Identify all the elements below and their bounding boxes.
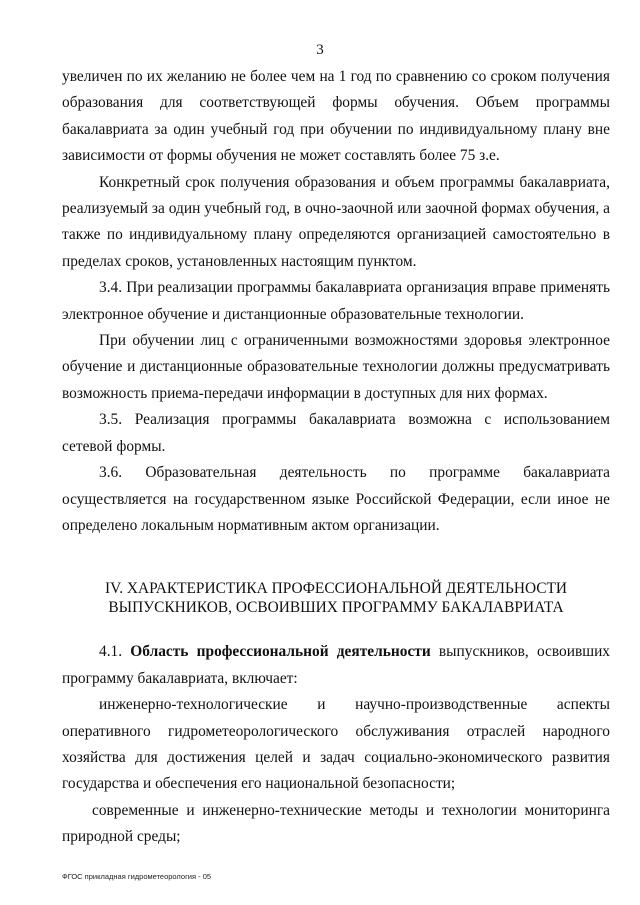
- list-item: инженерно-технологические и научно-производственные аспекты оперативного гидрометеорологического обслуживания отраслей народного хозяйства для достижения целей и задач социально-экономического развития государства и обеспечения его национальной безопасности;: [62, 696, 610, 793]
- paragraph: увеличен по их желанию не более чем на 1 год по сравнению со сроком получения образования для соответствующей формы обучения. Объем программы бакалавриата за один учебный год при обучении по индивидуальному плану вне зависимости от формы обучения не может составлять более 75 з.е.: [62, 68, 610, 165]
- footer-note: ФГОС прикладная гидрометеорология - 05: [62, 872, 212, 881]
- paragraph: 3.5. Реализация программы бакалавриата возможна с использованием сетевой формы.: [62, 411, 610, 455]
- paragraph: Конкретный срок получения образования и объем программы бакалавриата, реализуемый за один учебный год, в очно-заочной или заочной формах обучения, а также по индивидуальному плану определяются организацией самостоятельно в пределах сроков, установленных настоящим пунктом.: [62, 173, 610, 270]
- bold-term: Область профессиональной деятельности: [130, 643, 431, 661]
- body-text: [62, 64, 610, 851]
- clause-text: выпускников, освоивших программу бакалавриата, включает:: [62, 643, 610, 687]
- paragraph: 3.6. Образовательная деятельность по программе бакалавриата осуществляется на государственном языке Российской Федерации, если иное не определено локальным нормативным актом организации.: [62, 464, 610, 534]
- section-heading-line: ВЫПУСКНИКОВ, ОСВОИВШИХ ПРОГРАММУ БАКАЛАВРИАТА: [108, 599, 564, 617]
- clause-number: 4.1.: [99, 643, 131, 661]
- list-item: современные и инженерно-технические методы и технологии мониторинга природной среды;: [62, 801, 610, 846]
- section-heading: [62, 579, 610, 617]
- section-heading-line: IV. ХАРАКТЕРИСТИКА ПРОФЕССИОНАЛЬНОЙ ДЕЯТЕЛЬНОСТИ: [104, 580, 568, 598]
- paragraph-4-1: [62, 639, 610, 692]
- page-number: 3: [316, 42, 324, 58]
- paragraph: При обучении лиц с ограниченными возможностями здоровья электронное обучение и дистанционные образовательные технологии должны предусматривать возможность приема-передачи информации в доступных для них формах.: [62, 332, 610, 402]
- paragraph: 3.4. При реализации программы бакалавриата организация вправе применять электронное обучение и дистанционные образовательные технологии.: [62, 279, 610, 323]
